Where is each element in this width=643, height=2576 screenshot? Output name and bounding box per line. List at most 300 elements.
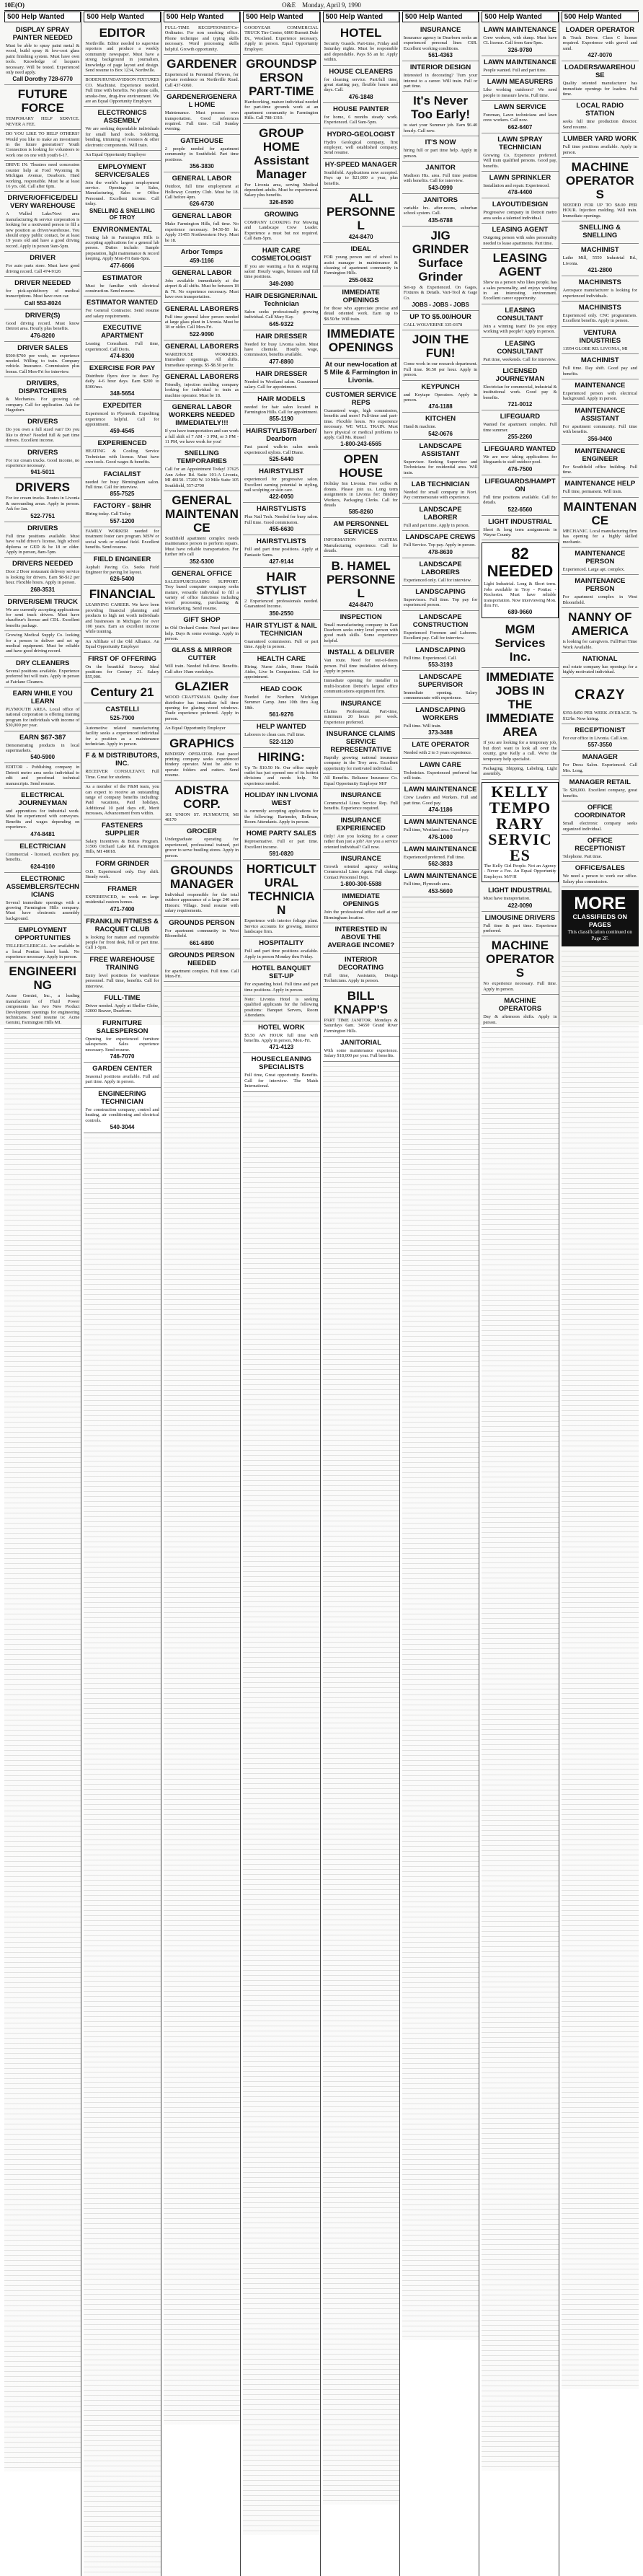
classified-ad (402, 704, 479, 739)
classified-ad (164, 401, 240, 447)
classified-ad (4, 309, 81, 342)
newspaper-page (0, 0, 643, 1130)
ad-heading: LAB TECHNICIAN (411, 480, 470, 488)
ad-heading: LAWN CARE (420, 760, 461, 769)
ad-body: needed for busy Birmingham salon. Full time. Call for interview. (85, 479, 159, 491)
ad-phone: Call 553-8024 (24, 299, 61, 307)
classified-ad (4, 924, 81, 962)
ad-heading: FURNITURE SALESPERSON (96, 1019, 148, 1035)
ad-body: Crew workers, with dump. Must have CL license. Call from 6am-5pm. (483, 35, 557, 46)
ad-heading: JANITORS (423, 195, 458, 204)
ad-phone: 459-4545 (110, 428, 135, 435)
ad-heading: GENERAL OFFICE (172, 569, 232, 578)
classified-ad (562, 751, 639, 776)
ad-body: for apartment complex. Full time. Call Mon-Fri. (164, 968, 239, 979)
classified-ad (402, 558, 479, 586)
classified-ad (323, 853, 399, 890)
ad-phone: 540-5900 (30, 754, 56, 761)
ad-heading: EXPEDITER (102, 402, 142, 410)
ad-body: Experienced preferred. Full time. (403, 854, 465, 860)
ad-phone: 477-6666 (110, 262, 135, 269)
ad-phone: 476-7500 (507, 465, 533, 472)
ad-heading: INSURANCE CLAIMS SERVICE REPRESENTATIVE (326, 729, 396, 754)
ad-heading: GLASS & MIRROR CUTTER (172, 646, 232, 663)
classified-ad (4, 763, 81, 789)
ad-body: TELLER/CLERICAL. Are available in a local Pontiac based bank. No experience necessary. Apply in person. (6, 944, 80, 959)
ad-body: Aerospace manufacturer is looking for experienced individuals. (562, 288, 637, 299)
classified-ad (562, 724, 639, 751)
ad-heading: Arbor Temps (180, 247, 223, 256)
classified-ad (84, 107, 160, 151)
ad-body: Growing Co. Experience preferred. Will train qualified persons. Good pay, benefits. (483, 152, 557, 169)
ad-phone: 474-1186 (428, 806, 453, 814)
page-number: 10E(O) (4, 1, 25, 9)
classified-ad (562, 379, 639, 405)
ad-heading: KITCHEN (425, 415, 456, 423)
classified-ad (562, 158, 639, 221)
ad-phone: 356-0400 (587, 435, 613, 442)
ad-phone: 626-6730 (190, 201, 214, 208)
classified-ad (482, 76, 558, 101)
ad-heading: INSURANCE (420, 26, 461, 34)
ad-body: Supervisor. Seeking Supervisor and Technicians for residential area. Will train. (403, 459, 478, 475)
ad-body: Salon seeks professionally growing individual. Call Mary Kay. (244, 309, 319, 320)
ad-heading: GROWING (264, 210, 299, 219)
ad-phone: 348-5654 (110, 390, 135, 397)
ad-heading: DRIVERS, DISPATCHERS (18, 379, 67, 396)
ad-heading: LOCAL RADIO STATION (576, 102, 624, 118)
classified-ad (84, 883, 160, 915)
ad-body: Testing lab in Farmington Hills is accepting applications for a general lab person. Duties include: Sample preparation, light maintenance & record keeping. Apply Mon-Fri 8am-5pm. (85, 234, 159, 262)
ad-heading: LAYOUT/DESIGN (492, 201, 549, 209)
classified-column (164, 12, 241, 2576)
ad-phone: 350-2550 (269, 610, 294, 617)
ad-heading: HOUSE CLEANERS (329, 67, 394, 76)
ad-heading: HAIRSTYLIST (259, 467, 304, 476)
classified-ad (84, 362, 160, 400)
ad-body: Needed for small company in Novi. Pay commensurate with experience. (403, 489, 478, 501)
ad-heading: ENGINEERING (9, 964, 76, 993)
classified-ad (323, 359, 399, 389)
classified-ad (402, 194, 479, 227)
classified-ad (84, 437, 160, 467)
ad-heading: GARDENER (167, 57, 237, 71)
ad-heading: HAIR STYLIST (256, 570, 307, 598)
ad-body: Packaging, Shipping, Labeling, Light assembly. (483, 766, 557, 777)
ad-heading: HAIRSTYLISTS (257, 505, 306, 514)
ad-phone: 557-3550 (587, 742, 613, 749)
ad-heading: LANDSCAPE CREWS (405, 533, 476, 542)
ad-heading: JANITOR (425, 164, 456, 172)
ad-body: is looking for mature and responsible people for front desk, full or part time. Call 1-5pm. (85, 934, 159, 951)
classified-ad (562, 221, 639, 244)
classified-ad (402, 870, 479, 897)
ad-body: Plus Nail Tech. Needed for busy salon. Full time. Good commission. (244, 514, 319, 525)
classified-ad (323, 923, 399, 954)
ad-heading: HEAD COOK (260, 685, 303, 693)
ad-body: Interested in decorating? Turn your interest to a career. Will train. Full or part time. (403, 73, 478, 89)
classified-ad (164, 303, 240, 340)
ad-phone: 522-6560 (507, 506, 533, 513)
classified-ad (482, 516, 558, 541)
ad-body: EDITOR - Publishing company in Detroit metro area seeks individual to edit and proofread technical manuscripts. Send resume. (6, 765, 80, 786)
classified-ad (562, 445, 639, 478)
ad-body: Make Farmington Hills, full time. No experience necessary. $4.50-$5 hr. Apply 31455 Northwestern Hwy. Must be 18. (164, 221, 239, 243)
ad-phone: 424-8470 (348, 234, 373, 241)
ad-heading: LAWN MAINTENANCE (404, 845, 477, 853)
ad-body: Southfield. Applications now accepted. Pays up to $21,000 a year, plus benefits. (324, 170, 398, 186)
ad-body: Small manufacturing company in East Dearborn seeks entry level person with good math skills. Some experience helpful. (324, 622, 398, 643)
classified-ad (323, 128, 399, 159)
ad-body: seeks full time production director. Send resume. (562, 119, 637, 130)
ad-heading: ELECTRONIC ASSEMBLERS/TECHNICIANS (6, 874, 79, 899)
ad-body: Only! Are you looking for a career rather than just a job? Are you a service oriented individual? Call now. (324, 833, 398, 850)
ad-body: A Walled Lake/Novi area manufacturing & service corporation is looking for a motivated person to fill a new position as driver/warehouse. You should enjoy public contact, be at least 19 years old and have a good driving record. Apply in person 9am-5pm. (6, 211, 80, 249)
ad-body: Supervisors. Full time. Top pay for experienced person. (403, 597, 478, 608)
ad-heading: INTERIOR DECORATING (338, 956, 384, 972)
ad-body: Needed for Northern Michigan Summer Camp. June 10th thru Aug 18th. (244, 694, 319, 711)
ad-heading: OFFICE/SALES (575, 864, 625, 873)
ad-body: Needed in Westland salon. Guaranteed salary. Call for appointment. (244, 379, 319, 390)
ad-body: experienced for progressive salon. Excellent earning potential in styling, nail sculpting or skin care. (244, 477, 319, 493)
ad-heading: UP TO $5.00/HOUR (409, 312, 471, 321)
ad-heading: GENERAL LABOR WORKERS NEEDED IMMEDIATELY!!! (169, 403, 235, 428)
ad-body: If you have transportation and can work a full shift of 7 AM - 3 PM, or 3 PM - 11 PM, we have work for you! (164, 428, 239, 445)
ad-body: With some maintenance experience. Salary $18,000 per year. Full benefits. (324, 1048, 398, 1059)
classified-ad (164, 677, 240, 724)
ad-body: Security Guards. Part-time, Friday and Saturday nights. Must be responsible and dependable. Pays $5 an hr. Apply within. (324, 41, 398, 63)
ad-heading: MAINTENANCE (563, 499, 637, 527)
ad-heading: F & M DISTRIBUTORS, INC. (85, 752, 159, 768)
ad-heading: LAWN MAINTENANCE (404, 786, 477, 794)
classified-ad (562, 327, 639, 354)
classified-ad (84, 703, 160, 724)
masthead-title (48, 1, 595, 9)
classified-column (243, 12, 320, 2576)
classified-ad (402, 227, 479, 311)
classified-ad (243, 503, 319, 535)
ad-phone: 435-6788 (428, 216, 453, 224)
classified-ad (84, 819, 160, 858)
ad-heading: LANDSCAPING (415, 588, 466, 596)
ad-heading: GROUNDSPERSON PART-TIME (246, 57, 317, 99)
ad-heading: ALL PERSONNEL (326, 191, 396, 233)
ad-body: Must have transportation. (483, 896, 531, 902)
ad-heading: LIFEGUARD WANTED (484, 444, 556, 453)
classified-ad (4, 277, 81, 309)
ad-body: Full time positions available. Call for details. (483, 494, 557, 506)
classified-ad (84, 749, 160, 783)
ad-heading: FIELD ENGINEER (93, 555, 151, 563)
ad-body: Full time, Great opportunity. Benefits. Call for interview. The Maids International. (244, 1073, 319, 1089)
classified-ad (164, 917, 240, 949)
ad-body: Hiring today. Call Today (85, 511, 131, 517)
ad-heading: LAWN SPRAY TECHNICIAN (497, 135, 543, 151)
classified-ad (164, 371, 240, 401)
classified-ad (164, 55, 240, 91)
classified-ad (84, 585, 160, 637)
ad-heading: HAIR MODELS (257, 395, 306, 403)
ad-body: Will train. Needed full-time. Benefits. Call after 10am weekdays. (164, 664, 239, 674)
classified-ad (4, 447, 81, 479)
classified-ad (164, 340, 240, 371)
ad-body: The Kelly Girl People. Not an Agency - Never a Fee. An Equal Opportunity Employer. M/F/H (484, 863, 556, 879)
ad-body: in Old Orchard Center. Need part time help. Days & some evenings. Apply in person. (164, 625, 239, 641)
ad-body: Hardworking, mature individual needed for part-time grounds work at an apartment community in Farmington Hills. Call 788-1310. (244, 100, 319, 121)
paper-name: O&E (282, 1, 296, 9)
ad-heading: ENGINEERING TECHNICIAN (98, 1089, 146, 1106)
classified-ad (323, 954, 399, 987)
ad-heading: GLAZIER (174, 680, 229, 694)
classified-ad (323, 789, 399, 814)
ad-body: Leasing Consultant. Full time, experienced. Call Doris. (85, 341, 159, 352)
ad-heading: LANDSCAPE CONSTRUCTION (412, 612, 469, 629)
ad-phone: 855-1190 (269, 416, 293, 423)
ad-heading: EXERCISE FOR PAY (89, 364, 156, 372)
ad-phone: Call Dorothy 728-6770 (12, 76, 73, 83)
ad-heading: LEASING CONSULTANT (497, 306, 544, 322)
column-filler-text (243, 1092, 319, 2535)
classified-ad (164, 644, 240, 677)
ad-heading: GENERAL LABOR (172, 212, 232, 221)
ad-body: for home, 6 months steady work. Experienced. Call 9am-5pm. (324, 114, 398, 126)
ad-body: for those who appreciate precise and detail oriented work. Earn up to $8.50/hr. Will train. (324, 305, 398, 322)
ad-heading: LANDSCAPE SUPERVISOR (418, 673, 464, 690)
ad-body: Installation and repair. Experienced. (483, 183, 550, 189)
ad-heading: OFFICE RECEPTIONIST (575, 836, 626, 853)
ad-body: RECEIVER CONSULTANT. Full Time. Great for students. (85, 769, 159, 780)
ad-heading: DISPLAY SPRAY PAINTER NEEDED (12, 26, 73, 42)
classified-ad (84, 638, 160, 653)
ad-phone: 522-7751 (30, 512, 56, 519)
classified-ad (482, 249, 558, 304)
ad-body: Northville. Editor needed to supervise reporters and produce a weekly community newspaper. Must have a strong background in journalism, knowledge of page layout and design. Send resume to Box 1234, Northville. (85, 41, 159, 74)
ad-body: Experienced only. Call for interview. (403, 577, 472, 583)
classified-ad (323, 646, 399, 677)
classified-ad (4, 840, 81, 873)
column-filler-text (482, 1028, 558, 2471)
ad-heading: DRIVER NEEDED (14, 278, 71, 287)
classified-ad (84, 858, 160, 883)
ad-body: Hiring. Nurse Aides, Home Health Aides, Live In Companions. Call for appointment. (244, 664, 319, 680)
classified-ad (4, 657, 81, 687)
ad-heading: DRIVER (30, 254, 56, 263)
ad-heading: GENERAL LABORERS (164, 304, 239, 313)
ad-body: Rapidly growing national insurance company in the Troy area. Excellent opportunity for motivated individual. (324, 755, 398, 771)
ad-heading: IDEAL (350, 245, 371, 254)
classified-ad (84, 653, 160, 683)
ad-heading: INSURANCE EXPERIENCED (336, 816, 386, 832)
classified-ad (4, 962, 81, 1028)
more-subtitle: CLASSIFIEDS ON PAGES (572, 913, 628, 929)
classified-ad (243, 330, 319, 368)
ad-heading: LUMBER YARD WORK (563, 135, 637, 144)
ad-phone: 626-5400 (110, 576, 135, 583)
classified-ad (4, 522, 81, 558)
ad-heading: LIFEGUARD (500, 413, 541, 421)
classified-ad (562, 575, 639, 608)
ad-heading: NANNY OF AMERICA (568, 610, 632, 638)
ad-body: Full time. Day shift. Good pay and benefits. (562, 366, 637, 377)
ad-heading: LAWN MAINTENANCE (484, 26, 556, 34)
ad-heading: DRIVERS (27, 524, 58, 532)
ad-heading: HORTICULTURAL TECHNICIAN (246, 862, 316, 918)
ad-phone: 476-1000 (428, 833, 453, 840)
classified-ad (562, 100, 639, 133)
ad-heading: GIFT SHOP (183, 616, 221, 625)
classified-ad (84, 992, 160, 1017)
ad-body: Salary Incentives & Bonus Program. 31506 Orchard Lake Rd. Farmington Hills, MI 48018. (85, 838, 159, 855)
ad-body: Several immediate openings with a growing Farmington Hills company. Must have electronic assembly background. (6, 900, 80, 921)
ad-phone: 427-0070 (587, 52, 613, 59)
ad-heading: LIMOUSINE DRIVERS (484, 913, 556, 922)
ad-phone: 326-8590 (269, 198, 294, 206)
classified-ad (323, 611, 399, 647)
ad-body: Fast paced walk-in salon needs experienced stylists. Call Diane. (244, 444, 319, 455)
classified-ad (323, 728, 399, 774)
classified-ad (323, 774, 399, 789)
ad-phone: 471-4123 (269, 1044, 294, 1051)
ad-heading: GENERAL MAINTENANCE (164, 493, 239, 535)
ad-body: Full and part time positions. Apply at Fantastic Sams. (244, 547, 319, 558)
classified-ad (243, 653, 319, 683)
classified-ad (323, 243, 399, 286)
ad-heading: FRANKLIN FITNESS & RACQUET CLUB (86, 917, 159, 933)
ad-heading: MACHINE OPERATORS (486, 938, 554, 980)
ad-body: Needed with 2 to 3 years experience. (403, 750, 472, 756)
classified-ad (243, 962, 319, 995)
ad-body: BINDERY OPERATOR. Fast paced printing company seeks experienced bindery operator. Must be able to operate folders and cutters. Send resume. (164, 751, 239, 778)
ad-phone: 721-0012 (507, 401, 533, 408)
classified-ad (323, 66, 399, 103)
classified-ad (562, 133, 639, 158)
ad-body: Short & long term assignments in Wayne County. (483, 527, 557, 537)
classified-ad (4, 478, 81, 522)
ad-body: Quality oriented manufacturer has immediate openings for loaders. Full time. (562, 81, 637, 97)
ad-body: Full time. Experienced. Call. (403, 655, 457, 661)
ad-phone: 349-2080 (269, 280, 294, 287)
ad-body: Experienced in Plymouth. Expediting experience helpful. Call for appointment. (85, 411, 159, 428)
issue-date: Monday, April 9, 1990 (302, 1, 361, 9)
ad-heading: LIFEGUARDS/HAMPTON (484, 477, 556, 493)
classified-ad (164, 447, 240, 491)
ad-body: hiring full or part time help. Apply in person. (403, 148, 478, 159)
ad-heading: MANAGER (582, 753, 618, 762)
classified-ad (164, 135, 240, 172)
ad-heading: LANDSCAPING (415, 646, 466, 654)
ad-heading: MACHINE OPERATORS (498, 997, 542, 1014)
ad-body: An Affiliate of the Old Alliance. An Equal Opportunity Employer (85, 638, 159, 650)
ad-heading: LAWN SERVICE (494, 103, 546, 112)
ad-body: We are currently accepting applications for semi truck drivers. Must have chauffeur's license and CDL. Excellent benefits package. (6, 607, 80, 628)
classified-ad (402, 413, 479, 439)
section-header: 500 Help Wanted (243, 12, 319, 22)
column-filler-text (562, 946, 639, 2389)
classified-ad (164, 91, 240, 135)
ad-body: Immediate opening for installer in multi-location Detroit's largest office communications equipment firm. (324, 678, 398, 695)
ad-body: Join the professional office staff at our Birmingham location. (324, 910, 398, 920)
ad-body: $5.50 AN HOUR full time with benefits. Apply in person, Mon.-Fri. (244, 1032, 319, 1044)
ad-body: Laborers to clean cars. Full time. (244, 732, 306, 738)
ad-heading: HELP WANTED (256, 723, 306, 731)
ad-body: Up To $10.50 Hr. Our office supply outlet has just opened one of its hottest divisions and needs help. No experience needed. (244, 765, 319, 786)
ad-body: Van route. Need for out-of-doors person. Full time installation delivery. Apply in person. (324, 658, 398, 674)
classified-ad (562, 608, 639, 653)
ad-heading: ESTIMATOR WANTED (87, 299, 158, 307)
classified-ad (164, 614, 240, 644)
ad-heading: DRIVERS NEEDED (12, 560, 74, 568)
classified-ad (164, 861, 240, 917)
ad-heading: MACHINIST (580, 246, 619, 255)
classified-ad (164, 724, 240, 734)
ad-heading: DRIVERS (15, 480, 70, 495)
classified-ad (402, 759, 479, 784)
ad-body: Join a winning team! Do you enjoy working with people? Apply in person. (483, 323, 557, 335)
classified-ad (4, 24, 81, 85)
ad-body: Immediate opening. Salary commensurate with experience. (403, 690, 478, 701)
ad-heading: LIGHT INDUSTRIAL (488, 517, 552, 526)
ad-heading: LEASING AGENT (492, 251, 548, 279)
ad-phone: 255-2260 (507, 433, 533, 440)
ad-body: O.D. Experienced only. Day shift. Steady work. (85, 869, 159, 880)
column-filler-text (84, 1133, 160, 2576)
ad-body: Representative. Full or part time. Excellent income. (244, 839, 319, 850)
ad-heading: HAIR DRESSER (255, 369, 308, 378)
classified-ad (402, 311, 479, 330)
ad-heading: MAINTENANCE ASSISTANT (575, 406, 626, 423)
ad-heading: MAINTENANCE PERSON (575, 550, 626, 566)
classified-ad (402, 783, 479, 816)
ad-heading: INSURANCE (340, 854, 381, 863)
classified-ad (84, 161, 160, 224)
ad-body: Join the world's largest employment service. Openings in Sales, Manufacturing, Sales or Office Personnel. Excellent income. Call today. (85, 180, 159, 207)
ad-heading: FINANCIAL (89, 587, 156, 602)
ad-heading: LATE OPERATOR (412, 741, 469, 749)
ad-body: Technician. Experienced preferred but will train. (403, 770, 478, 781)
ad-body: Full time, Westland area. Good pay. (403, 827, 470, 833)
section-header: 500 Help Wanted (482, 12, 558, 22)
ad-heading: DRIVER/SEMI TRUCK (7, 597, 79, 606)
ad-body: Southfield apartment complex needs maintenance person to perform repairs. Must have reliable transportation. For further info call (164, 536, 239, 558)
classified-ad (562, 653, 639, 678)
ad-heading: GENERAL LABORERS (164, 342, 239, 351)
classified-ad (402, 843, 479, 870)
ad-body: Full time positions available. Apply in person. (562, 144, 637, 155)
ad-heading: ELECTRONICS ASSEMBLY (97, 109, 147, 126)
ad-body: Must be familiar with electrical construction. Send resume. (85, 283, 159, 294)
classified-ad (84, 500, 160, 527)
ad-body: is looking for caregivers. Full/Part Time Work Available. (562, 639, 637, 650)
column-filler-text (402, 897, 479, 2340)
classified-ad (482, 365, 558, 410)
classified-ad (84, 683, 160, 703)
ad-body: Day & afternoon shifts. Apply in person. (483, 1014, 557, 1025)
ad-body: We are now taking applications for lifeguards to staff outdoor pool. (483, 454, 557, 465)
classified-ad (482, 172, 558, 198)
ad-body: LEARNING CAREER. We have been providing financial planning and products to high net worth individuals and businesses in Michigan for over 100 years. Earn an excellent income while training. (85, 602, 159, 635)
ad-body: Madison Hts. area. Full time position with benefits. Call for interview. (403, 173, 478, 184)
classified-ad (323, 1037, 399, 1062)
ad-body: 2 Experienced professionals needed. Guaranteed Income. (244, 599, 319, 610)
classified-ad (84, 76, 160, 107)
classified-ad (164, 267, 240, 303)
ad-body: Jobs available immediately at the airport & all shifts. Must be between 18 & 70. No experience necessary. Must have own transportation. (164, 278, 239, 300)
ad-heading: CUSTOMER SERVICE REPS (325, 390, 396, 407)
ad-heading: HAIR CARE COSMETOLOGIST (251, 246, 311, 263)
ad-body: variable hrs. after-noons, suburban school system. Call. (403, 205, 478, 216)
ad-heading: GROUNDS PERSON (169, 918, 235, 927)
ad-body: Insurance agency in Dearborn seeks an experienced personal lines CSR. Excellent working conditions. (403, 35, 478, 51)
